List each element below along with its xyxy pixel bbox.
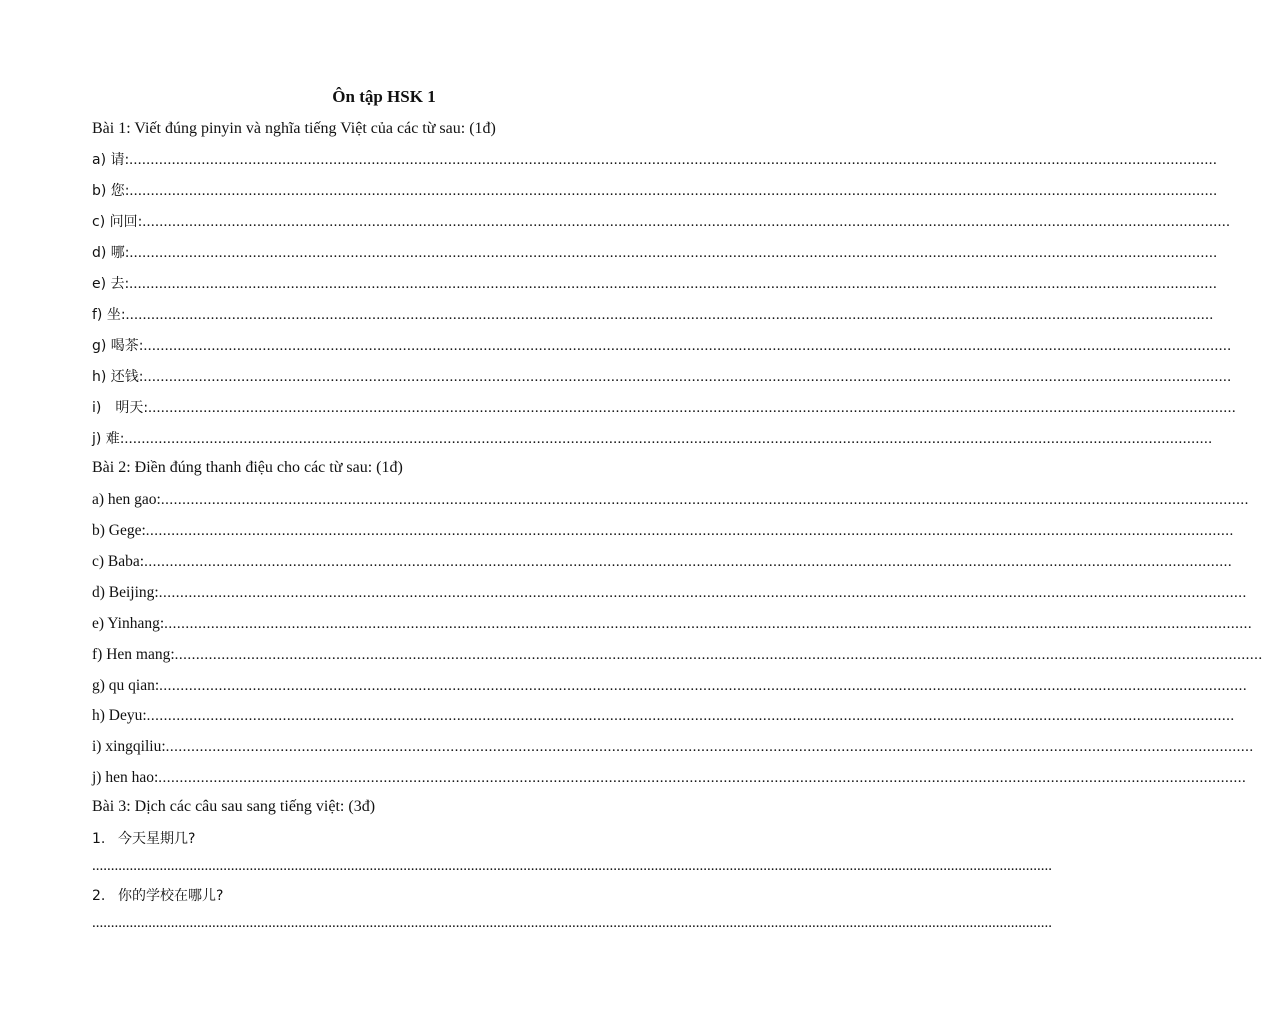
item-label: c) 问回: <box>92 214 143 230</box>
answer-dots: ................................................................................................................................................................................................................................................................ <box>129 276 1218 292</box>
answer-dots: ................................................................................................................................................................................................................................................................ <box>159 678 1248 694</box>
section-2-item-a <box>92 489 1249 511</box>
item-label: j) hen hao: <box>92 769 159 786</box>
item-label: c) Baba: <box>92 553 145 570</box>
item-label: a) 请: <box>92 152 130 168</box>
section-2-item-h <box>92 705 1235 727</box>
item-label: b) 您: <box>92 183 130 199</box>
answer-dots: ................................................................................................................................................................................................................................................................ <box>165 739 1254 755</box>
answer-dots: ................................................................................................................................................................................................................................................................ <box>129 245 1218 261</box>
question-number: 2. <box>92 888 106 904</box>
item-label: a) hen gao: <box>92 491 161 508</box>
answer-dots: ................................................................................................................................................................................................................................................................ <box>124 431 1213 447</box>
section-1-item-e <box>92 273 1218 295</box>
answer-line-1: ................................................................................................................................................................................................................................................................ <box>92 858 1052 874</box>
answer-dots: ................................................................................................................................................................................................................................................................ <box>125 307 1214 323</box>
section-1-item-c <box>92 211 1231 233</box>
section-1-item-a <box>92 149 1218 171</box>
section-2-item-j <box>92 767 1247 789</box>
item-label: f) Hen mang: <box>92 646 175 663</box>
section-1-item-i <box>92 397 1237 419</box>
answer-dots: ................................................................................................................................................................................................................................................................ <box>164 616 1253 632</box>
item-label: i) 明天: <box>92 400 149 416</box>
answer-dots: ................................................................................................................................................................................................................................................................ <box>158 585 1247 601</box>
item-label: b) Gege: <box>92 522 146 539</box>
item-label: g) 喝茶: <box>92 338 144 354</box>
answer-dots: ................................................................................................................................................................................................................................................................ <box>145 523 1234 539</box>
answer-dots: ................................................................................................................................................................................................................................................................ <box>129 152 1218 168</box>
answer-dots: ................................................................................................................................................................................................................................................................ <box>142 214 1231 230</box>
section-2-item-b <box>92 520 1234 542</box>
answer-dots: ................................................................................................................................................................................................................................................................ <box>143 369 1232 385</box>
section-1-heading: Bài 1: Viết đúng pinyin và nghĩa tiếng Việt của các từ sau: (1đ) <box>92 120 496 137</box>
section-2-item-c <box>92 551 1233 573</box>
answer-dots: ................................................................................................................................................................................................................................................................ <box>160 492 1249 508</box>
item-label: j) 难: <box>92 431 125 447</box>
answer-dots: ................................................................................................................................................................................................................................................................ <box>174 647 1263 663</box>
item-label: h) 还钱: <box>92 369 144 385</box>
section-1-item-b <box>92 180 1218 202</box>
answer-line-2: ................................................................................................................................................................................................................................................................ <box>92 915 1052 931</box>
section-2-item-g <box>92 675 1248 697</box>
section-1-item-g <box>92 335 1232 357</box>
item-label: g) qu qian: <box>92 677 160 694</box>
question-number: 1. <box>92 831 106 847</box>
page-title: Ôn tập HSK 1 <box>332 87 436 106</box>
answer-dots: ................................................................................................................................................................................................................................................................ <box>158 770 1247 786</box>
section-2-item-f <box>92 644 1263 666</box>
question-1 <box>92 828 660 850</box>
section-3-heading: Bài 3: Dịch các câu sau sang tiếng việt: (3đ) <box>92 798 376 815</box>
section-1-item-f <box>92 304 1214 326</box>
question-2 <box>92 885 660 907</box>
item-label: f) 坐: <box>92 307 126 323</box>
question-text: 今天星期几? <box>118 831 196 847</box>
item-label: e) Yinhang: <box>92 615 165 632</box>
answer-dots: ................................................................................................................................................................................................................................................................ <box>148 400 1237 416</box>
section-1-item-h <box>92 366 1232 388</box>
section-2-heading: Bài 2: Điền đúng thanh điệu cho các từ sau: (1đ) <box>92 459 403 476</box>
question-text: 你的学校在哪儿? <box>118 888 224 904</box>
item-label: d) Beijing: <box>92 584 159 601</box>
item-label: d) 哪: <box>92 245 130 261</box>
section-2-item-e <box>92 613 1253 635</box>
answer-dots: ................................................................................................................................................................................................................................................................ <box>129 183 1218 199</box>
section-2-item-i <box>92 736 1254 758</box>
item-label: h) Deyu: <box>92 707 147 724</box>
answer-dots: ................................................................................................................................................................................................................................................................ <box>143 338 1232 354</box>
section-2-item-d <box>92 582 1247 604</box>
item-label: i) xingqiliu: <box>92 738 166 755</box>
section-1-item-j <box>92 428 1213 450</box>
item-label: e) 去: <box>92 276 130 292</box>
answer-dots: ................................................................................................................................................................................................................................................................ <box>146 708 1235 724</box>
section-1-item-d <box>92 242 1218 264</box>
answer-dots: ................................................................................................................................................................................................................................................................ <box>144 554 1233 570</box>
